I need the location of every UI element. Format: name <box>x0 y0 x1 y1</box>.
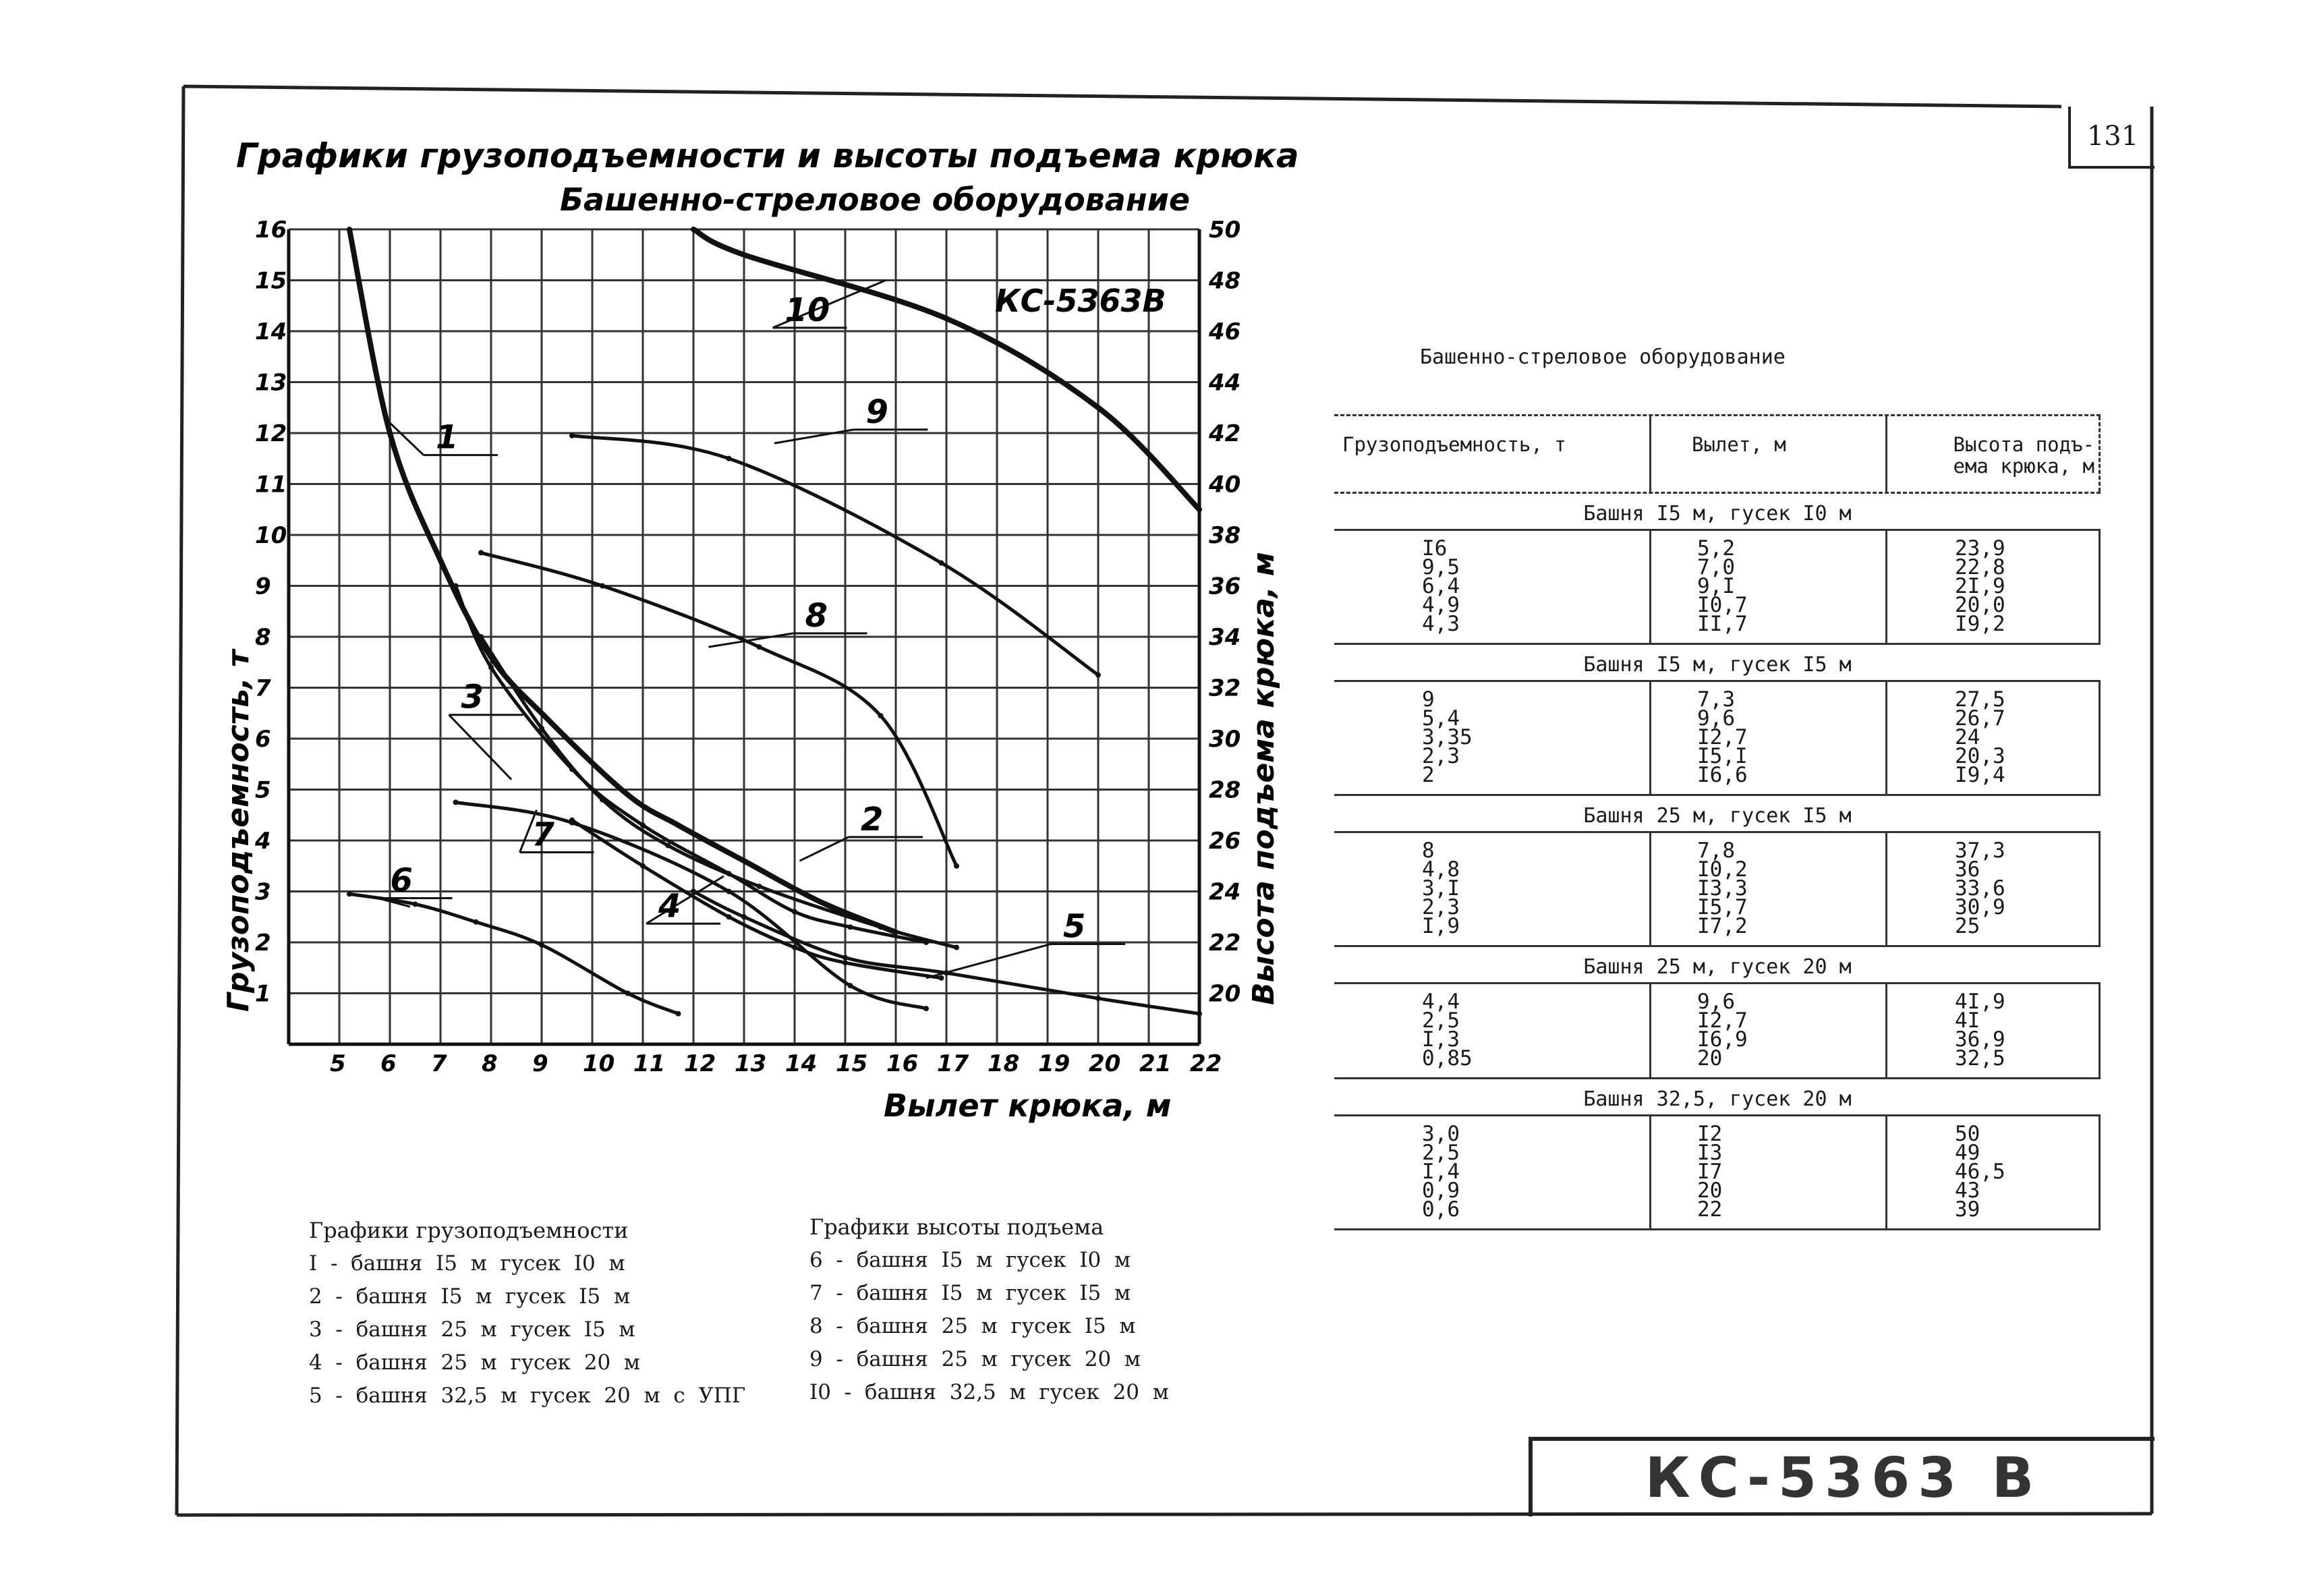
y2-tick-label: 50 <box>1209 217 1241 244</box>
table-cell: 24 <box>1955 725 1980 749</box>
data-point <box>1197 507 1202 512</box>
table-cell: 26,7 <box>1955 706 2005 731</box>
table-cell: I7 <box>1697 1160 1723 1184</box>
table-cell: I3 <box>1697 1141 1723 1165</box>
data-point <box>569 433 575 438</box>
table-cell: 6,4 <box>1422 574 1460 598</box>
table-cell: 20,0 <box>1955 593 2005 617</box>
y-tick-label: 5 <box>255 776 271 804</box>
data-point <box>676 1011 681 1017</box>
data-point <box>848 924 853 930</box>
y2-tick-label: 32 <box>1209 675 1241 702</box>
table-cell: I,3 <box>1422 1027 1460 1052</box>
data-point <box>843 960 848 965</box>
chart-subtitle: Башенно-стреловое оборудование <box>560 181 1191 218</box>
table-column-capacity <box>1334 1116 1651 1228</box>
table-cell: 49 <box>1955 1141 1980 1165</box>
series-line-6 <box>349 894 679 1013</box>
x-tick-label: 7 <box>431 1050 447 1077</box>
data-point <box>878 713 884 718</box>
table-cell: I3,3 <box>1697 876 1748 901</box>
table-cell: 4I,9 <box>1955 990 2005 1014</box>
y-tick-label: 6 <box>255 726 271 753</box>
table-cell: I2,7 <box>1697 1008 1748 1033</box>
table-cell: I9,2 <box>1955 612 2005 636</box>
data-point <box>757 884 762 889</box>
table-column-height <box>1887 833 2101 945</box>
table-cell: 3,I <box>1422 876 1460 901</box>
y2-tick-label: 26 <box>1209 828 1241 855</box>
table-cell: 0,6 <box>1422 1197 1460 1222</box>
table-cell: 2,3 <box>1422 744 1460 768</box>
data-point <box>478 550 484 555</box>
y2-tick-label: 22 <box>1209 930 1241 957</box>
data-point <box>1095 996 1101 1001</box>
data-point <box>741 914 747 919</box>
table-cell: I6,9 <box>1697 1027 1748 1052</box>
table-cell: 22,8 <box>1955 555 2005 579</box>
table-cell: 4,4 <box>1422 990 1460 1014</box>
y-tick-label: 13 <box>255 369 287 397</box>
data-point <box>438 558 443 563</box>
table-cell: 20 <box>1697 1046 1723 1071</box>
data-point <box>1095 405 1101 410</box>
table-cell: I5,7 <box>1697 895 1748 919</box>
table-column-capacity <box>1334 833 1651 945</box>
table-cell: 22 <box>1697 1197 1723 1222</box>
table-caption: Башенно-стреловое оборудование <box>1420 345 1786 369</box>
table-column-capacity <box>1334 984 1651 1077</box>
legend-item: 9 - башня 25 м гусек 20 м <box>809 1347 1141 1371</box>
height-legend-heading: Графики высоты подъема <box>809 1214 1104 1240</box>
y-tick-label: 8 <box>255 624 271 651</box>
y-tick-label: 11 <box>255 471 287 498</box>
table-cell: I,9 <box>1422 914 1460 938</box>
data-point <box>387 430 393 436</box>
series-label: 4 <box>658 887 681 925</box>
x-tick-label: 11 <box>633 1050 666 1077</box>
x-tick-label: 17 <box>937 1050 969 1077</box>
x-tick-label: 8 <box>482 1050 498 1077</box>
table-column-reach <box>1651 833 1887 945</box>
series-line-1 <box>349 229 896 932</box>
y2-tick-label: 30 <box>1209 726 1241 753</box>
data-point <box>954 863 959 869</box>
table-group-body <box>1334 682 2101 796</box>
data-point <box>453 583 459 589</box>
data-point <box>691 227 696 232</box>
table-cell: 36 <box>1955 857 1980 882</box>
data-point <box>792 909 797 915</box>
table-column-reach <box>1651 1116 1887 1228</box>
table-column-height <box>1887 531 2101 643</box>
series-label: 7 <box>532 816 554 854</box>
y-tick-label: 2 <box>255 930 271 957</box>
table-cell: 33,6 <box>1955 876 2005 901</box>
model-label: КС-5363В <box>995 283 1166 319</box>
x-tick-label: 20 <box>1089 1050 1121 1077</box>
data-point <box>347 891 352 896</box>
table-cell: I0,2 <box>1697 857 1748 882</box>
data-point <box>939 561 944 566</box>
table-cell: 9,6 <box>1697 706 1735 731</box>
data-point <box>640 863 646 869</box>
table-cell: 4I <box>1955 1008 1980 1033</box>
table-cell: 4,8 <box>1422 857 1460 882</box>
data-point <box>474 919 479 925</box>
table-column-height <box>1887 1116 2101 1228</box>
data-point <box>453 799 459 805</box>
y-tick-label: 10 <box>255 522 287 549</box>
data-point <box>347 227 352 232</box>
x-tick-label: 13 <box>735 1050 767 1077</box>
data-point <box>726 889 732 894</box>
table-cell: 7,3 <box>1697 687 1735 712</box>
page-number: 131 <box>2068 107 2155 169</box>
table-group-title: Башня 32,5, гусек 20 м <box>1334 1079 2101 1116</box>
y2-tick-label: 38 <box>1209 522 1241 549</box>
data-point <box>757 644 762 650</box>
y-axis-label: Грузоподъемность, т <box>221 650 256 1012</box>
title-block <box>1529 1437 2155 1516</box>
series-label-leader <box>449 715 512 780</box>
table-cell: I2 <box>1697 1122 1723 1146</box>
table-cell: I7,2 <box>1697 914 1748 938</box>
series-label: 3 <box>461 678 484 716</box>
table-cell: 7,8 <box>1697 838 1735 863</box>
data-point <box>726 456 732 461</box>
table-cell: 2,5 <box>1422 1141 1460 1165</box>
y2-axis-label: Высота подъема крюка, м <box>1247 552 1281 1005</box>
legend-item: 3 - башня 25 м гусек I5 м <box>309 1317 635 1342</box>
y-tick-label: 14 <box>255 318 287 345</box>
data-point <box>478 634 484 639</box>
data-point <box>954 945 959 950</box>
table-column-height <box>1887 682 2101 794</box>
legend-item: 8 - башня 25 м гусек I5 м <box>809 1314 1136 1338</box>
data-point <box>792 945 797 950</box>
table-cell: 5,4 <box>1422 706 1460 731</box>
capacity-legend-heading: Графики грузоподъемности <box>309 1218 629 1243</box>
table-cell: 46,5 <box>1955 1160 2005 1184</box>
table-cell: 8 <box>1422 838 1435 863</box>
y2-tick-label: 42 <box>1209 420 1241 447</box>
header-height: Высота подъ- ема крюка, м <box>1887 416 2101 492</box>
table-cell: 32,5 <box>1955 1046 2005 1071</box>
x-tick-label: 14 <box>785 1050 818 1077</box>
data-point <box>640 822 646 828</box>
table-column-height <box>1887 984 2101 1077</box>
legend-item: 4 - башня 25 м гусек 20 м <box>309 1350 641 1375</box>
data-point <box>878 924 884 930</box>
table-group-body <box>1334 1116 2101 1230</box>
table-cell: I5,I <box>1697 744 1748 768</box>
x-tick-label: 6 <box>380 1050 397 1077</box>
x-tick-label: 18 <box>988 1050 1020 1077</box>
y2-tick-label: 46 <box>1209 318 1241 345</box>
data-point <box>600 797 605 803</box>
table-group-body <box>1334 531 2101 645</box>
legend-item: 2 - башня I5 м гусек I5 м <box>309 1284 631 1309</box>
capacity-legend <box>309 1214 745 1413</box>
series-label: 5 <box>1063 907 1086 946</box>
data-point <box>1197 1011 1202 1017</box>
x-tick-label: 22 <box>1190 1050 1222 1077</box>
y-tick-label: 9 <box>255 573 271 600</box>
header-capacity: Грузоподъемность, т <box>1334 416 1651 492</box>
series-label: 10 <box>784 291 830 329</box>
y-tick-label: 7 <box>255 675 271 702</box>
table-cell: I0,7 <box>1697 593 1748 617</box>
table-cell: II,7 <box>1697 612 1748 636</box>
table-cell: 2,5 <box>1422 1008 1460 1033</box>
y-tick-label: 15 <box>255 267 287 295</box>
data-point <box>539 726 544 731</box>
table-cell: 36,9 <box>1955 1027 2005 1052</box>
data-point <box>848 983 853 988</box>
y2-tick-label: 36 <box>1209 573 1241 600</box>
series-line-9 <box>572 436 1098 675</box>
data-point <box>676 822 681 828</box>
chart-title: Графики грузоподъемности и высоты подъема крюка <box>236 136 1299 175</box>
table-column-reach <box>1651 531 1887 643</box>
table-cell: 50 <box>1955 1122 1980 1146</box>
capacity-table <box>1334 414 2101 1230</box>
data-point <box>666 843 671 849</box>
legend-item: I0 - башня 32,5 м гусек 20 м <box>809 1380 1169 1404</box>
table-column-reach <box>1651 984 1887 1077</box>
y-tick-label: 16 <box>255 217 287 244</box>
data-point <box>726 914 732 919</box>
table-cell: I,4 <box>1422 1160 1460 1184</box>
table-group-title: Башня I5 м, гусек I5 м <box>1334 645 2101 682</box>
data-point <box>843 955 848 961</box>
x-tick-label: 21 <box>1139 1050 1172 1077</box>
data-point <box>923 1006 929 1011</box>
data-point <box>1095 673 1101 678</box>
table-group-body <box>1334 984 2101 1079</box>
table-cell: 37,3 <box>1955 838 2005 863</box>
y2-tick-label: 34 <box>1209 624 1241 651</box>
data-point <box>741 252 747 258</box>
table-cell: I9,4 <box>1955 763 2005 787</box>
table-column-capacity <box>1334 682 1651 794</box>
table-cell: 20 <box>1697 1178 1723 1203</box>
header-reach: Вылет, м <box>1651 416 1887 492</box>
series-line-3 <box>481 637 957 948</box>
y2-tick-label: 40 <box>1209 471 1241 498</box>
series-label: 1 <box>436 418 459 457</box>
y-tick-label: 4 <box>255 828 271 855</box>
y-tick-label: 12 <box>255 420 287 447</box>
series-line-2 <box>456 586 927 943</box>
legend-item: 7 - башня I5 м гусек I5 м <box>809 1281 1131 1305</box>
y2-tick-label: 48 <box>1209 267 1241 295</box>
legend-item: 6 - башня I5 м гусек I0 м <box>809 1248 1131 1272</box>
table-cell: 5,2 <box>1697 536 1735 561</box>
table-cell: 2I,9 <box>1955 574 2005 598</box>
table-cell: 4,3 <box>1422 612 1460 636</box>
table-cell: 30,9 <box>1955 895 2005 919</box>
y-tick-label: 1 <box>255 980 271 1008</box>
table-cell: 7,0 <box>1697 555 1735 579</box>
table-cell: 43 <box>1955 1178 1980 1203</box>
table-cell: 2 <box>1422 763 1435 787</box>
x-tick-label: 16 <box>886 1050 919 1077</box>
x-tick-label: 5 <box>330 1050 346 1077</box>
y2-tick-label: 28 <box>1209 776 1241 804</box>
table-header <box>1334 414 2101 494</box>
series-label: 9 <box>865 393 888 431</box>
table-group-title: Башня I5 м, гусек I0 м <box>1334 494 2101 531</box>
table-cell: 3,0 <box>1422 1122 1460 1146</box>
table-cell: 9,5 <box>1422 555 1460 579</box>
table-cell: 27,5 <box>1955 687 2005 712</box>
x-axis-label: Вылет крюка, м <box>884 1087 1172 1124</box>
x-tick-label: 9 <box>532 1050 548 1077</box>
table-cell: 25 <box>1955 914 1980 938</box>
x-tick-label: 19 <box>1038 1050 1071 1077</box>
table-cell: 23,9 <box>1955 536 2005 561</box>
table-cell: 39 <box>1955 1197 1980 1222</box>
data-point <box>600 583 605 589</box>
data-point <box>741 858 747 863</box>
data-point <box>944 316 949 321</box>
data-point <box>488 664 494 670</box>
y-tick-label: 3 <box>255 878 271 906</box>
table-cell: 2,3 <box>1422 895 1460 919</box>
table-cell: 9,6 <box>1697 990 1735 1014</box>
table-column-capacity <box>1334 531 1651 643</box>
table-column-reach <box>1651 682 1887 794</box>
y2-tick-label: 20 <box>1209 980 1241 1008</box>
x-tick-label: 12 <box>684 1050 716 1077</box>
data-point <box>569 820 575 826</box>
data-point <box>544 716 550 721</box>
table-cell: 4,9 <box>1422 593 1460 617</box>
table-group-body <box>1334 833 2101 947</box>
data-point <box>625 792 631 797</box>
height-legend <box>809 1211 1169 1409</box>
data-point <box>539 942 544 948</box>
table-cell: 0,9 <box>1422 1178 1460 1203</box>
table-cell: 0,85 <box>1422 1046 1473 1071</box>
legend-item: I - башня I5 м гусек I0 м <box>309 1251 625 1276</box>
series-label: 2 <box>861 800 884 838</box>
y2-tick-label: 44 <box>1209 369 1241 397</box>
table-cell: I6 <box>1422 536 1448 561</box>
data-point <box>939 975 944 981</box>
series-label-leader <box>774 430 854 443</box>
x-tick-label: 10 <box>583 1050 615 1077</box>
y2-tick-label: 24 <box>1209 878 1241 906</box>
series-label: 8 <box>805 596 828 635</box>
table-group-title: Башня 25 м, гусек I5 м <box>1334 796 2101 833</box>
data-point <box>413 901 418 907</box>
series-label-leader <box>926 944 1051 977</box>
table-cell: 3,35 <box>1422 725 1473 749</box>
data-point <box>818 899 823 905</box>
table-cell: 9 <box>1422 687 1435 712</box>
data-point <box>625 991 631 996</box>
table-cell: 20,3 <box>1955 744 2005 768</box>
table-cell: I2,7 <box>1697 725 1748 749</box>
table-group-title: Башня 25 м, гусек 20 м <box>1334 947 2101 984</box>
series-label: 6 <box>390 861 413 900</box>
x-tick-label: 15 <box>836 1050 868 1077</box>
table-cell: 9,I <box>1697 574 1735 598</box>
table-cell: I6,6 <box>1697 763 1748 787</box>
title-block-text: КС-5363 В <box>1645 1446 2043 1510</box>
legend-item: 5 - башня 32,5 м гусек 20 м с УПГ <box>309 1384 746 1408</box>
